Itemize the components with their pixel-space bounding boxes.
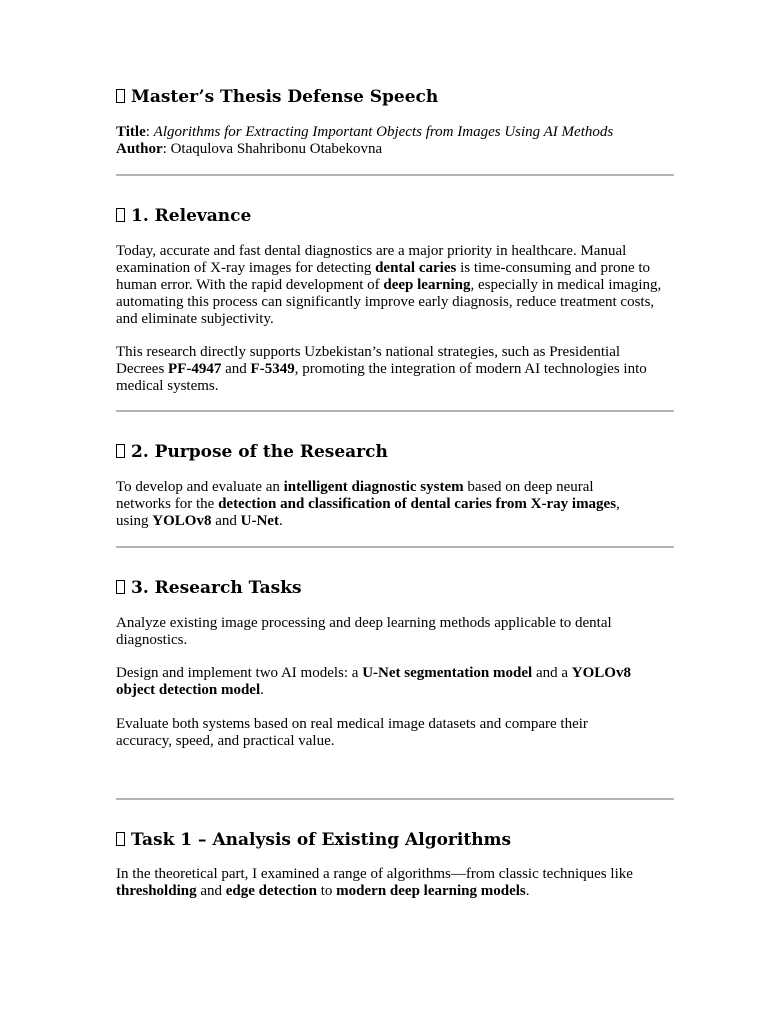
document-title-text: Master’s Thesis Defense Speech [131,87,439,107]
divider [116,798,674,800]
thesis-title-line: Title: Algorithms for Extracting Important Objects from Images Using AI Methods [116,124,614,140]
text-run: To develop and evaluate an [116,479,284,495]
text-run: and a [532,665,572,681]
section-heading-text: 3. Research Tasks [131,578,302,598]
purpose-paragraph [116,479,646,530]
bold-run: edge detection [225,883,317,899]
bold-run: dental caries [375,260,457,276]
text-run: is time-consuming and prone to human error. With the rapid development of [116,260,651,293]
bold-run: deep learning [383,277,471,293]
title-value: Algorithms for Extracting Important Objects from Images Using AI Methods [153,124,614,140]
text-run: In the theoretical part, I examined a range of algorithms—from classic techniques like [116,866,633,882]
task-item-1 [116,615,646,649]
relevance-paragraph-2 [116,344,656,395]
missing-glyph-icon [116,580,125,594]
section-heading-text: 1. Relevance [131,206,252,226]
relevance-paragraph-1 [116,243,666,328]
task-item-2 [116,665,661,699]
text-run: . [525,883,530,899]
section-heading-purpose [116,441,388,463]
bold-run: U-Net [240,513,279,529]
section-heading-tasks [116,577,302,599]
missing-glyph-icon [116,89,125,103]
bold-run: YOLOv8 [152,513,212,529]
text-run: Today, accurate and fast dental diagnostics are a major priority in healthcare. Manual examination of X-ray images for detecting [116,243,627,276]
section-heading-text: Task 1 – Analysis of Existing Algorithms [131,830,512,850]
divider [116,546,674,548]
text-run: Design and implement two AI models: a [116,665,363,681]
missing-glyph-icon [116,832,125,846]
divider [116,410,674,412]
text-run: and [196,883,226,899]
bold-run: detection and classification of dental caries from X-ray images [218,496,617,512]
missing-glyph-icon [116,444,125,458]
bold-run: YOLOv8 object detection model [116,665,631,698]
text-run: and [221,361,251,377]
text-run: and [211,513,241,529]
bold-run: PF-4947 [168,361,222,377]
section-heading-text: 2. Purpose of the Research [131,442,388,462]
missing-glyph-icon [116,208,125,222]
author-line: Author: Otaqulova Shahribonu Otabekovna [116,141,383,157]
author-label: Author [116,141,163,157]
text-run: , using [116,496,620,529]
task1-paragraph [116,866,666,900]
bold-run: intelligent diagnostic system [283,479,464,495]
bold-run: modern deep learning models [336,883,526,899]
text-run: Evaluate both systems based on real medical image datasets and compare their accuracy, speed, and practical value. [116,716,588,749]
section-heading-task1 [116,829,511,851]
text-run: Analyze existing image processing and deep learning methods applicable to dental diagnostics. [116,615,612,648]
text-run: . [260,682,264,698]
text-run: based on deep neural networks for the [116,479,594,512]
title-label: Title [116,124,146,140]
bold-run: F-5349 [250,361,295,377]
task-item-3 [116,716,616,750]
section-heading-relevance [116,205,251,227]
text-run: , especially in medical imaging, automating this process can significantly improve early diagnosis, reduce treatment costs, and eliminate subjectivity. [116,277,662,327]
text-run: to [317,883,337,899]
text-run: This research directly supports Uzbekistan’s national strategies, such as Presidential Decrees [116,344,621,377]
bold-run: U-Net segmentation model [362,665,533,681]
text-run: , promoting the integration of modern AI technologies into medical systems. [116,361,647,394]
divider [116,174,674,176]
author-value: Otaqulova Shahribonu Otabekovna [170,141,383,157]
document-title [116,86,438,108]
bold-run: thresholding [116,883,197,899]
text-run: . [278,513,283,529]
